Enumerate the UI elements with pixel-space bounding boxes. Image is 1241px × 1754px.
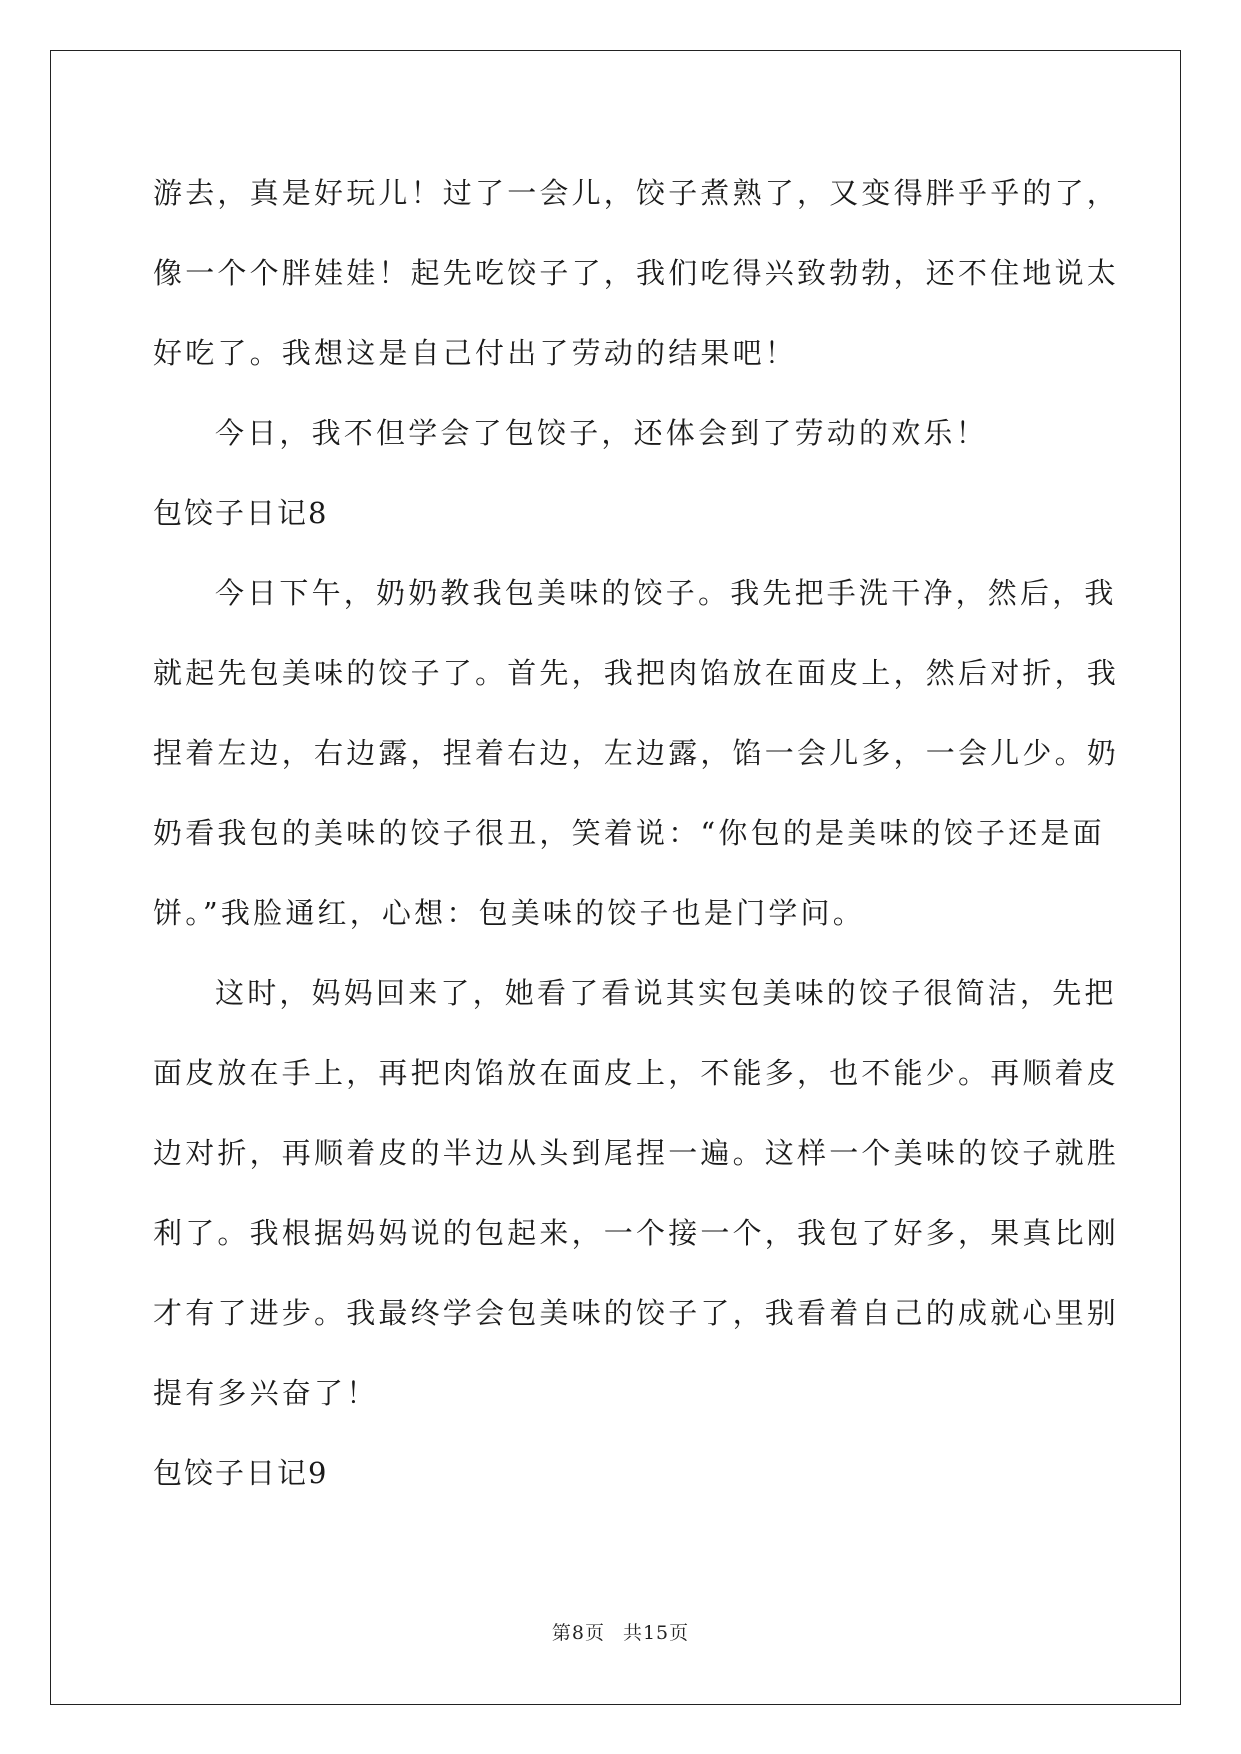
- paragraph-line: 提有多兴奋了！: [153, 1376, 379, 1410]
- paragraph-line: 捏着左边，右边露，捏着右边，左边露，馅一会儿多，一会儿少。奶: [153, 736, 1120, 770]
- paragraph-line: 这时，妈妈回来了，她看了看说其实包美味的饺子很简洁，先把: [215, 976, 1117, 1010]
- paragraph-line: 像一个个胖娃娃！起先吃饺子了，我们吃得兴致勃勃，还不住地说太: [153, 256, 1120, 290]
- paragraph-line: 今日，我不但学会了包饺子，还体会到了劳动的欢乐！: [215, 416, 988, 450]
- section-heading: 包饺子日记8: [153, 496, 329, 530]
- paragraph-line: 边对折，再顺着皮的半边从头到尾捏一遍。这样一个美味的饺子就胜: [153, 1136, 1120, 1170]
- section-heading: 包饺子日记9: [153, 1456, 329, 1490]
- paragraph-line: 奶看我包的美味的饺子很丑，笑着说：“你包的是美味的饺子还是面: [153, 816, 1105, 850]
- paragraph-line: 游去，真是好玩儿！过了一会儿，饺子煮熟了，又变得胖乎乎的了，: [153, 176, 1120, 210]
- paragraph-line: 好吃了。我想这是自己付出了劳动的结果吧！: [153, 336, 798, 370]
- page-footer: [0, 1618, 1241, 1645]
- paragraph-line: 面皮放在手上，再把肉馅放在面皮上，不能多，也不能少。再顺着皮: [153, 1056, 1120, 1090]
- page-total: 共15页: [622, 1622, 690, 1644]
- document-body: [153, 153, 1120, 1513]
- paragraph-line: 才有了进步。我最终学会包美味的饺子了，我看着自己的成就心里别: [153, 1296, 1120, 1330]
- page-number: 第8页: [551, 1622, 605, 1644]
- paragraph-line: 就起先包美味的饺子了。首先，我把肉馅放在面皮上，然后对折，我: [153, 656, 1120, 690]
- paragraph-line: 利了。我根据妈妈说的包起来，一个接一个，我包了好多，果真比刚: [153, 1216, 1120, 1250]
- paragraph-line: 饼。”我脸通红，心想：包美味的饺子也是门学问。: [153, 896, 865, 930]
- paragraph-line: 今日下午，奶奶教我包美味的饺子。我先把手洗干净，然后，我: [215, 576, 1117, 610]
